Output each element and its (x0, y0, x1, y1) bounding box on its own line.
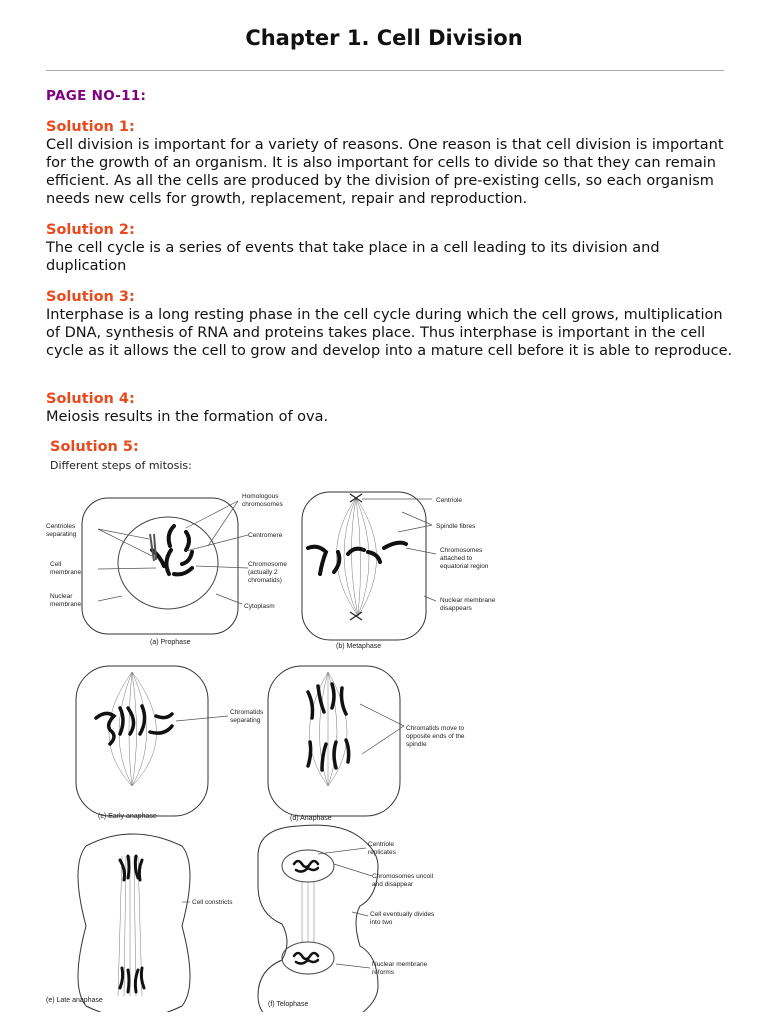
label-nuclear-membrane-reforms-1: Nuclear membrane (372, 961, 428, 968)
label-nuclear-membrane-disappears-2: disappears (440, 605, 472, 612)
solution-2-text: The cell cycle is a series of events that take place in a cell leading to its division and duplication (46, 240, 660, 274)
late-anaphase-cell (78, 834, 190, 1012)
label-centrioles-separating-1: Centrioles (46, 523, 76, 530)
label-homologous-chromosomes-1: Homologous (242, 493, 279, 500)
label-chromosome-3: chromatids) (248, 577, 282, 584)
label-chromatids-move-2: opposite ends of the (406, 733, 465, 740)
solution-2-heading: Solution 2: (46, 222, 135, 238)
early-anaphase-cell (76, 666, 228, 816)
page-title: Chapter 1. Cell Division (245, 26, 523, 50)
label-nuclear-membrane-2: membrane (50, 601, 82, 608)
caption-late-anaphase: (e) Late anaphase (46, 997, 103, 1004)
label-chromatids-move-1: Chromatids move to (406, 725, 465, 732)
caption-prophase: (a) Prophase (150, 639, 191, 646)
label-nuclear-membrane-1: Nuclear (50, 593, 73, 600)
label-chromosomes-uncoil-1: Chromosomes uncoil (372, 873, 434, 880)
label-chromosomes-attached-1: Chromosomes (440, 547, 483, 554)
caption-telophase: (f) Telophase (268, 1001, 309, 1008)
label-centriole: Centriole (436, 497, 463, 504)
solution-3-heading: Solution 3: (46, 289, 135, 305)
solution-5-text: Different steps of mitosis: (50, 459, 192, 472)
mitosis-diagram (46, 436, 510, 1012)
caption-metaphase: (b) Metaphase (336, 643, 382, 650)
solution-1 (46, 118, 736, 208)
label-chromosomes-uncoil-2: and disappear (372, 881, 414, 888)
telophase-cell (258, 825, 378, 1012)
label-cell-constricts: Cell constricts (192, 899, 233, 906)
label-centromere: Centromere (248, 532, 283, 539)
label-nuclear-membrane-disappears-1: Nuclear membrane (440, 597, 496, 604)
label-chromosomes-attached-2: attached to (440, 555, 473, 562)
page-number-heading: PAGE NO-11: (46, 88, 147, 104)
label-spindle-fibres: Spindle fibres (436, 523, 476, 530)
label-chromosomes-attached-3: equatorial region (440, 563, 489, 570)
label-cytoplasm: Cytoplasm (244, 603, 275, 610)
solution-3-text: Interphase is a long resting phase in the cell cycle during which the cell grows, multiplication of DNA, synthesis of RNA and proteins takes place. Thus interphase is important in the cell cycle as it allows the cell to grow and develop into a mature cell before it is able to reproduce. (46, 307, 733, 359)
solution-1-text: Cell division is important for a variety of reasons. One reason is that cell division is important for the growth of an organism. It is also important for cells to divide so that they can remain efficient. As all the cells are produced by the division of pre-existing cells, so each organism needs new cells for growth, replacement, repair and reproduction. (46, 137, 724, 207)
solution-5-heading: Solution 5: (50, 439, 139, 455)
solution-4-heading: Solution 4: (46, 391, 135, 407)
mitosis-figure (46, 436, 510, 1012)
metaphase-cell (302, 492, 436, 640)
label-centrioles-separating-2: separating (46, 531, 77, 538)
caption-early-anaphase: (c) Early anaphase (98, 813, 157, 820)
solution-1-heading: Solution 1: (46, 119, 135, 135)
label-chromatids-separating-2: separating (230, 717, 261, 724)
label-cell-divides-2: into two (370, 919, 393, 926)
anaphase-cell (268, 666, 404, 816)
solution-4 (46, 390, 736, 426)
title-divider (46, 70, 724, 71)
label-chromatids-separating-1: Chromatids (230, 709, 264, 716)
label-cell-divides-1: Cell eventually divides (370, 911, 435, 918)
label-chromosome-2: (actually 2 (248, 569, 278, 576)
label-centriole-replicates-1: Centriole (368, 841, 395, 848)
label-homologous-chromosomes-2: chromosomes (242, 501, 283, 508)
prophase-cell (82, 498, 248, 634)
solution-3 (46, 288, 736, 360)
label-cell-membrane-1: Cell (50, 561, 62, 568)
solution-4-text: Meiosis results in the formation of ova. (46, 409, 329, 425)
label-chromosome-1: Chromosome (248, 561, 288, 568)
label-cell-membrane-2: membrane (50, 569, 82, 576)
label-chromatids-move-3: spindle (406, 741, 427, 748)
label-nuclear-membrane-reforms-2: reforms (372, 969, 395, 976)
label-centriole-replicates-2: replicates (368, 849, 396, 856)
solution-2 (46, 221, 736, 275)
caption-anaphase: (d) Anaphase (290, 815, 332, 822)
